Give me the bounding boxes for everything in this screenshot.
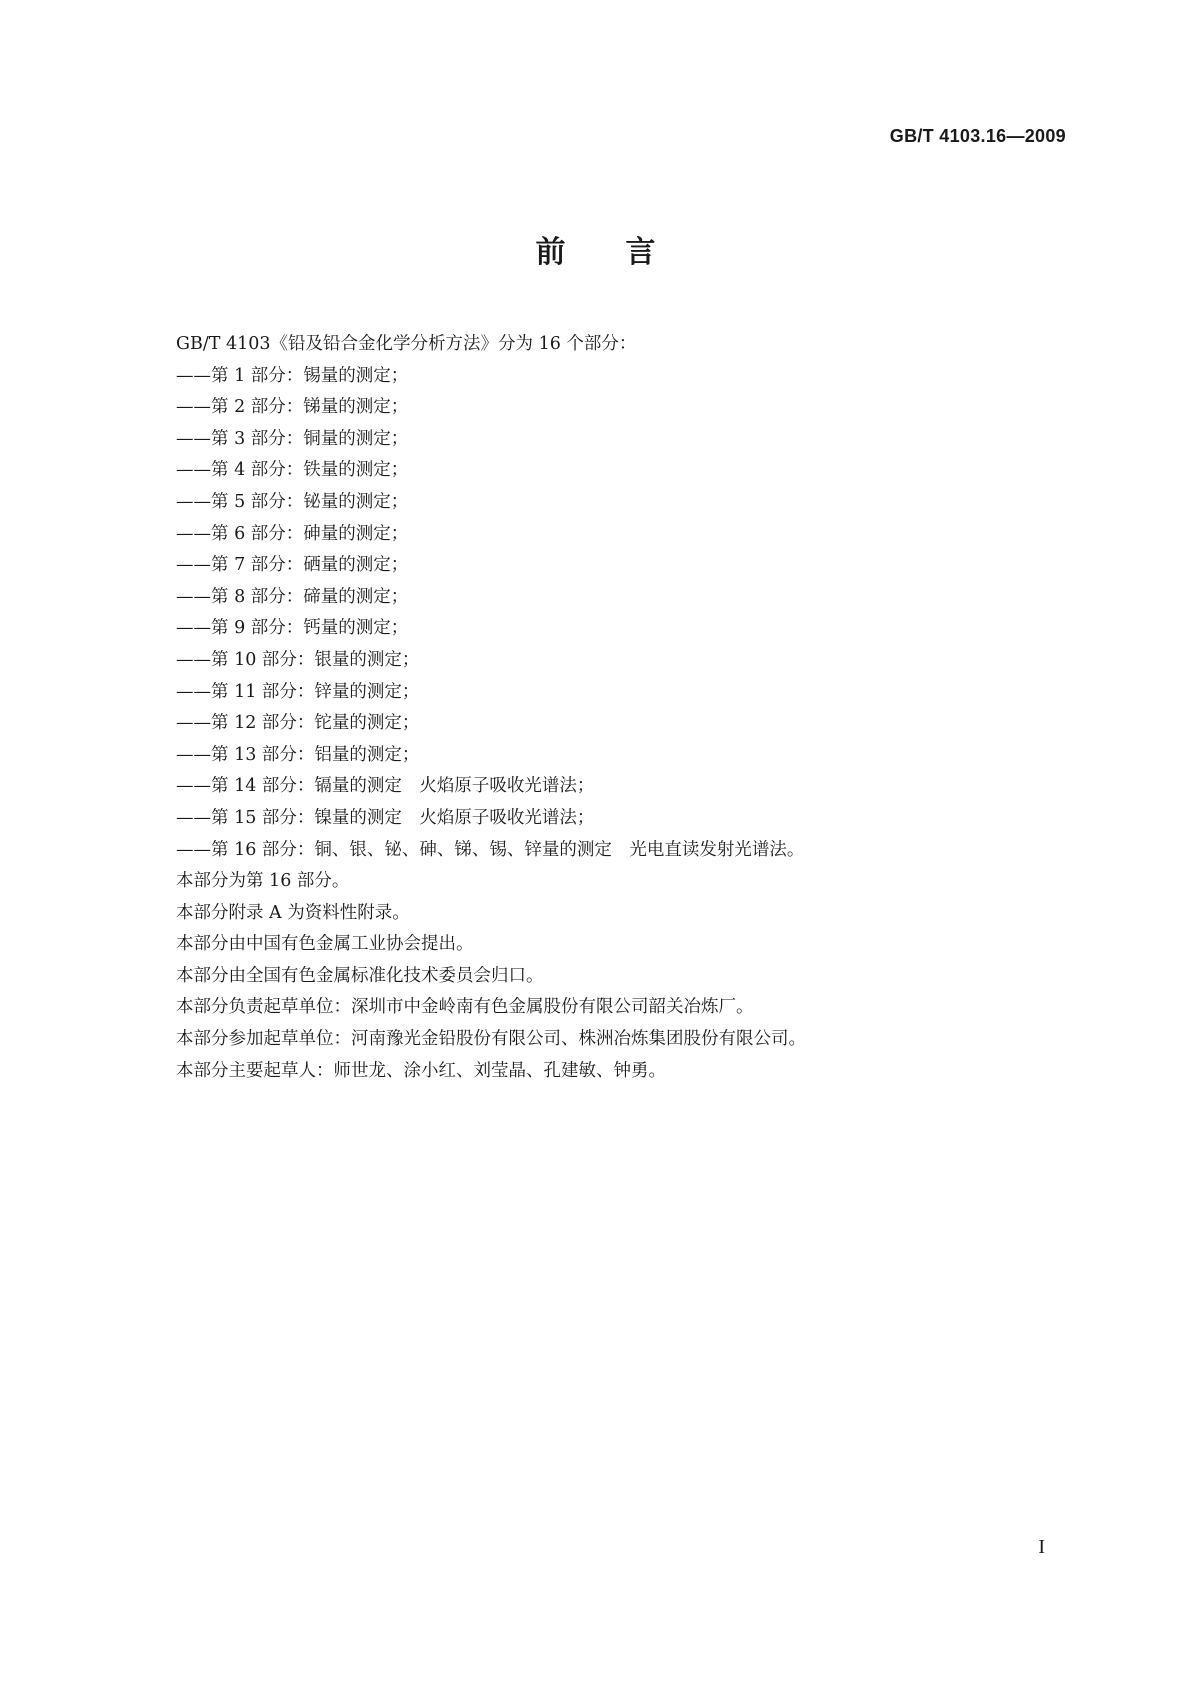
list-item: ——第 5 部分：铋量的测定； [176,491,409,512]
list-item: ——第 3 部分：铜量的测定； [176,428,409,449]
standard-number: GB/T 4103.16—2009 [889,126,1066,146]
parts-list [176,361,1076,867]
list-item: ——第 16 部分：铜、银、铋、砷、锑、锡、锌量的测定 光电直读发射光谱法。 [176,839,805,860]
list-item: ——第 12 部分：铊量的测定； [176,713,420,734]
list-item: ——第 15 部分：镍量的测定 火焰原子吸收光谱法； [176,807,595,828]
statement-paragraph: 本部分为第 16 部分。 [176,871,350,892]
statement-paragraph: 本部分由中国有色金属工业协会提出。 [176,934,474,955]
list-item: ——第 2 部分：锑量的测定； [176,397,409,418]
list-item: ——第 13 部分：铝量的测定； [176,744,420,765]
list-item: ——第 4 部分：铁量的测定； [176,460,409,481]
statements-block [176,866,1076,1087]
page-number: I [1038,1536,1045,1558]
intro-paragraph: GB/T 4103《铅及铅合金化学分析方法》分为 16 个部分： [176,334,637,354]
statement-paragraph: 本部分参加起草单位：河南豫光金铅股份有限公司、株洲冶炼集团股份有限公司。 [176,1029,806,1050]
list-item: ——第 8 部分：碲量的测定； [176,586,409,607]
page-title: 前言 [535,235,716,270]
list-item: ——第 14 部分：镉量的测定 火焰原子吸收光谱法； [176,776,595,797]
list-item: ——第 6 部分：砷量的测定； [176,523,409,544]
statement-paragraph: 本部分负责起草单位：深圳市中金岭南有色金属股份有限公司韶关冶炼厂。 [176,997,754,1018]
list-item: ——第 1 部分：锡量的测定； [176,365,409,386]
list-item: ——第 11 部分：锌量的测定； [176,681,420,702]
list-item: ——第 10 部分：银量的测定； [176,649,420,670]
list-item: ——第 7 部分：硒量的测定； [176,555,409,576]
list-item: ——第 9 部分：钙量的测定； [176,618,409,639]
statement-paragraph: 本部分附录 A 为资料性附录。 [176,902,410,923]
statement-paragraph: 本部分由全国有色金属标准化技术委员会归口。 [176,965,544,986]
foreword-body [176,329,1076,1087]
statement-paragraph: 本部分主要起草人：师世龙、涂小红、刘莹晶、孔建敏、钟勇。 [176,1060,666,1081]
